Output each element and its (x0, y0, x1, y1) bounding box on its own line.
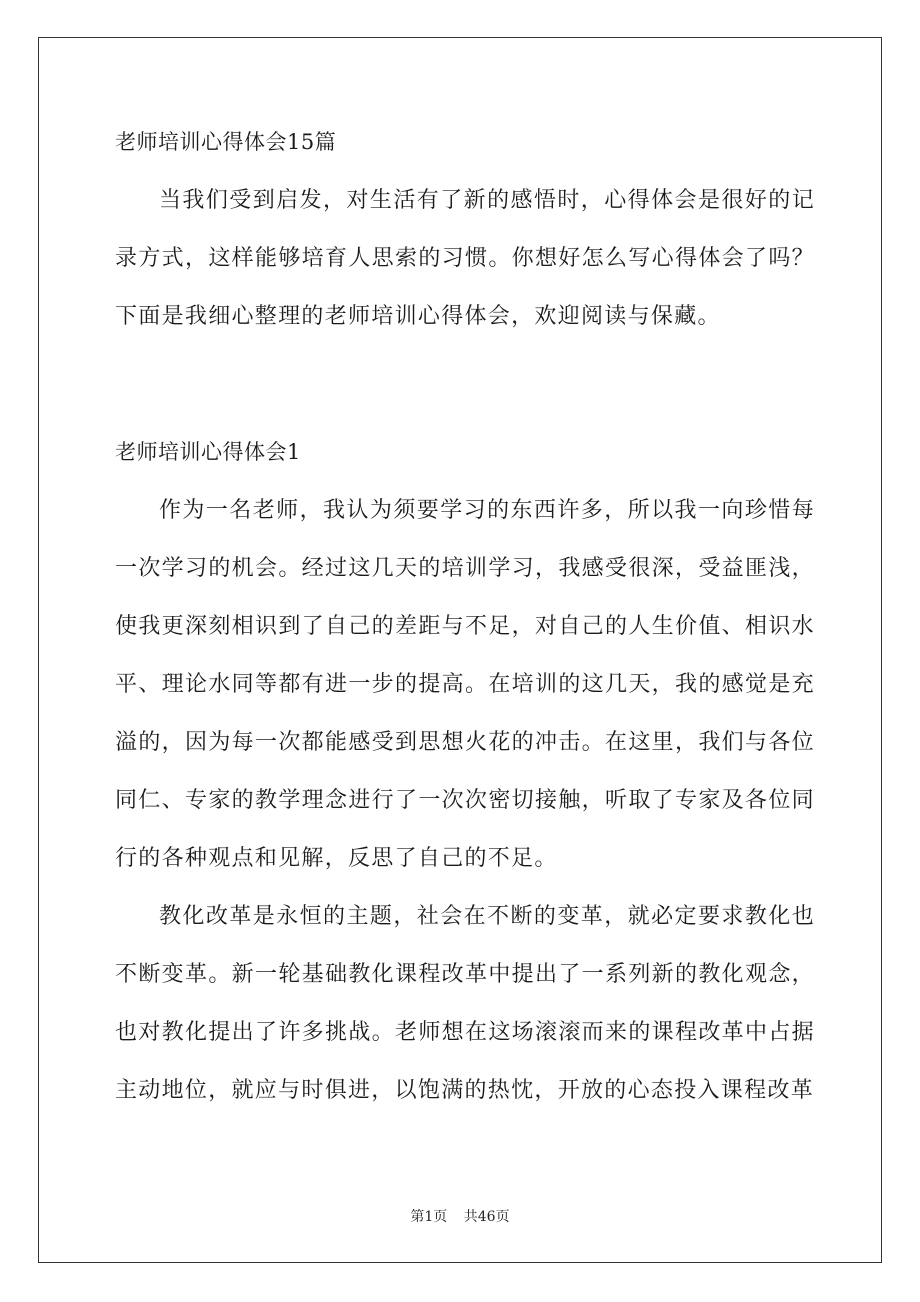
page-total: 共46页 (463, 1209, 510, 1225)
intro-paragraph: 当我们受到启发，对生活有了新的感悟时，心得体会是很好的记录方式，这样能够培育人思索的习惯。你想好怎么写心得体会了吗？下面是我细心整理的老师培训心得体会，欢迎阅读与保藏。 (115, 188, 815, 329)
section-title: 老师培训心得体会1 (115, 440, 301, 464)
document-title: 老师培训心得体会15篇 (115, 130, 337, 154)
page-number: 第1页 (410, 1209, 448, 1225)
page-footer (0, 1206, 920, 1226)
body-paragraph: 教化改革是永恒的主题，社会在不断的变革，就必定要求教化也不断变革。新一轮基础教化课程改革中提出了一系列新的教化观念，也对教化提出了许多挑战。老师想在这场滚滚而来的课程改革中占据主动地位，就应与时俱进，以饱满的热忱，开放的心态投入课程改革 (115, 904, 815, 1103)
document-body (115, 118, 815, 1120)
body-paragraph: 作为一名老师，我认为须要学习的东西许多，所以我一向珍惜每一次学习的机会。经过这几天的培训学习，我感受很深，受益匪浅，使我更深刻相识到了自己的差距与不足，对自己的人生价值、相识水平、理论水同等都有进一步的提高。在培训的这几天，我的感觉是充溢的，因为每一次都能感受到思想火花的冲击。在这里，我们与各位同仁、专家的教学理念进行了一次次密切接触，听取了专家及各位同行的各种观点和见解，反思了自己的不足。 (115, 498, 815, 871)
